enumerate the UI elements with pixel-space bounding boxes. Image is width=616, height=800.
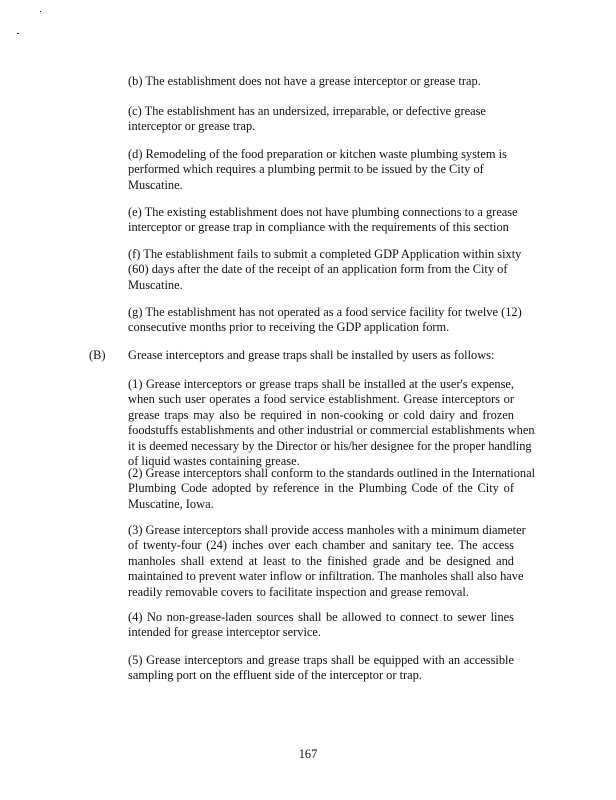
text-line: consecutive months prior to receiving the GDP application form. — [128, 320, 450, 335]
text-line: (g) The establishment has not operated as a food service facility for twelve (12) — [128, 305, 522, 319]
text-line: of twenty-four (24) inches over each chamber and sanitary tee. The access — [128, 538, 514, 553]
page-number: 167 — [298, 747, 318, 761]
text-line: foodstuffs establishments and other industrial or commercial establishments when — [128, 423, 535, 438]
item-5 — [128, 653, 514, 684]
text-line: (d) Remodeling of the food preparation or kitchen waste plumbing system is — [128, 147, 507, 161]
text-line: performed which requires a plumbing permit to be issued by the City of — [128, 162, 484, 177]
text-line: readily removable covers to facilitate inspection and grease removal. — [128, 584, 469, 599]
text-line: (1) Grease interceptors or grease traps shall be installed at the user's expense, — [128, 377, 514, 391]
text-line: maintained to prevent water inflow or infiltration. The manholes shall also have — [128, 569, 524, 584]
text-line: grease traps may also be required in non-cooking or cold dairy and frozen — [128, 407, 514, 422]
text-line: (e) The existing establishment does not have plumbing connections to a grease — [128, 205, 518, 219]
text-line: of liquid wastes containing grease. — [128, 454, 300, 469]
text-line: (f) The establishment fails to submit a completed GDP Application within sixty — [128, 247, 522, 261]
text-line: Muscatine, Iowa. — [128, 496, 214, 511]
text-line: (b) The establishment does not have a grease interceptor or grease trap. — [128, 74, 481, 88]
text-line: Muscatine. — [128, 177, 183, 192]
text-line: interceptor or grease trap. — [128, 119, 256, 134]
text-line: manholes shall extend at least to the finished grade and be designed and — [128, 553, 514, 568]
paragraph-c — [128, 104, 514, 135]
text-line: (3) Grease interceptors shall provide access manholes with a minimum diameter — [128, 523, 526, 537]
text-line: (4) No non-grease-laden sources shall be allowed to connect to sewer lines — [128, 610, 514, 624]
text-line: Grease interceptors and grease traps shall be installed by users as follows: — [128, 348, 495, 362]
section-label: (B) — [89, 348, 106, 362]
text-line: intended for grease interceptor service. — [128, 625, 321, 640]
scan-speck — [40, 11, 41, 12]
paragraph-b — [128, 74, 514, 89]
text-line: (c) The establishment has an undersized, irreparable, or defective grease — [128, 104, 486, 118]
paragraph-d — [128, 147, 514, 193]
text-line: (60) days after the date of the receipt of an application form from the City of — [128, 262, 508, 277]
paragraph-g — [128, 305, 522, 336]
text-line: (5) Grease interceptors and grease traps shall be equipped with an accessible — [128, 653, 514, 667]
paragraph-e — [128, 205, 518, 236]
text-line: interceptor or grease trap in compliance with the requirements of this section — [128, 220, 509, 235]
text-line: when such user operates a food service establishment. Grease interceptors or — [128, 392, 514, 407]
item-1 — [128, 377, 535, 469]
text-line: sampling port on the effluent side of the interceptor or trap. — [128, 668, 422, 683]
scan-speck — [17, 33, 19, 34]
section-heading — [128, 348, 514, 363]
text-line: Muscatine. — [128, 277, 183, 292]
item-4 — [128, 610, 514, 641]
item-2 — [128, 466, 536, 512]
text-line: Plumbing Code adopted by reference in the Plumbing Code of the City of — [128, 481, 514, 496]
item-3 — [128, 523, 526, 600]
paragraph-f — [128, 247, 522, 293]
text-line: (2) Grease interceptors shall conform to the standards outlined in the International — [128, 466, 536, 480]
text-line: it is deemed necessary by the Director or his/her designee for the proper handling — [128, 438, 532, 453]
